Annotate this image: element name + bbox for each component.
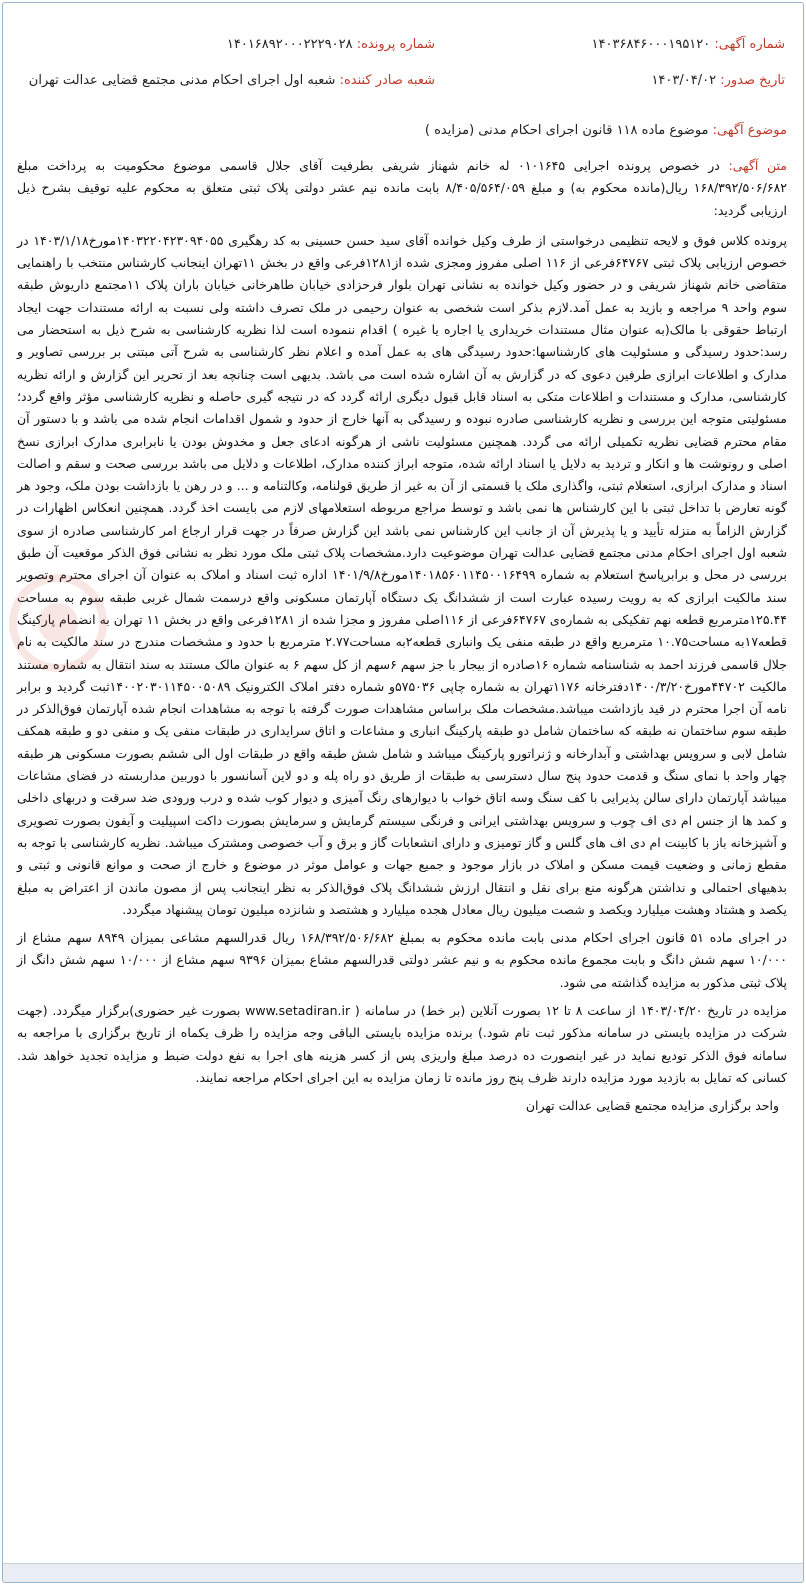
issue-date-label: تاریخ صدور: — [720, 73, 785, 88]
watermark-emblem — [3, 563, 113, 683]
signature: واحد برگزاری مزایده مجتمع قضایی عدالت تهران — [525, 1098, 779, 1114]
text-label: متن آگهی: — [728, 158, 787, 173]
expert-report-paragraph: پرونده کلاس فوق و لایحه تنظیمی درخواستی از طرف وکیل خوانده آقای سید حسن حسینی به کد رهگیری ۱۴۰۳۲۲۰۴۲۳۰۹۴۰۵۵مورخ۱۴۰۳/۱/۱۸ در خصوص ارزیابی پلاک ثبتی ۶۴۷۶۷فرعی از ۱۱۶ اصلی مفروز ومجزی شده از۱۲۸۱فرعی واقع در بخش ۱۱تهران اینجانب کارشناس منتخب با راهنمایی متقاضی خانم شهناز شریفی و در حضور وکیل خوانده به نشانی تهران بلوار فرحزادی خیابان طاهرخانی خیابان باران پلاک ۱۱مجتمع داریوش طبقه سوم واحد ۹ مراجعه و بازید به عمل آمد.لازم بذکر است شخصی به عنوان رحیمی در ملک تصرف داشته ولی نسبت به ارائه مستندات جهت ایجاد ارتباط حقوقی با مالک(به عنوان مثال مستندات خریداری یا اجاره یا غیره ) اقدام ننموده است لذا نظریه کارشناسی به شرح ذیل به استحضار می رسد:حدود رسیدگی و مسئولیت های کارشناسها:حدود رسیدگی های به عمل آمده و اعلام نظر کارشناسی به شرح آتی مبتنی بر بررسی تصاویر و مدارک و اطلاعات ابرازی طرفین دعوی که در گزارش به آن اشاره شده است می باشد. بدیهی است چنانچه بعد از تحریر این گزارش و ارائه نظریه کارشناسی، مدارک و مستندات و اطلاعات متکی به اسناد قابل قبول دیگری ارائه گردد که در نتیجه گیری حاصله و نظریه کارشناسی مؤثر واقع گردد؛ مسئولیتی متوجه این بررسی و نظریه کارشناسی صادره نبوده و رسیدگی به آنها خارج از حدود و شمول اقدامات انجام شده می باشد و با دستور آن مقام محترم قضایی نظریه تکمیلی ارائه می گردد. همچنین مسئولیت ناشی از هرگونه ادعای جعل و مخدوش بودن یا نابرابری مدارک ابرازی نسخ اصلی و رونوشت ها و انکار و تردید به دلایل یا اسناد ارائه شده، متوجه ابراز کننده مدارک، اطلاعات و دلایل می باشد بررسی صحت و سقم و اصالت اسناد و مدارک ابرازی، استعلام ثبتی، واگذاری ملک یا قسمتی از آن به غیر از طریق قولنامه، وکالتنامه و ... و در رهن یا بازداشت بودن ملک، وجود هر گونه تعارض با تداخل ثبتی با این کارشناس ها نمی باشد و توسط مراجع مربوطه استعلامهای لازم می بایست اخذ گردد. همچنین انعکاس اظهارات در گزارش الزاماً به منزله تأیید و یا پذیرش آن از جانب این کارشناس نمی باشد این گزارش صرفاً در جهت قرار ارجاع امر کارشناسی صادره از سوی شعبه اول اجرای احکام مدنی مجتمع قضایی عدالت تهران موضوعیت دارد.مشخصات پلاک ثبتی ملک مورد نظر به نشانی فوق الذکر موقعیت آن طبق بررسی در محل و برابرپاسخ استعلام به شماره ۱۴۰۱۸۵۶۰۱۱۴۵۰۰۱۶۴۹۹مورخ۱۴۰۱/۹/۸ اداره ثبت اسناد و املاک به عنوان آن اجرای محترم وتصویر سند مالکیت ابرازی که به رویت رسیده عبارت است از ششدانگ یک دستگاه آپارتمان مسکونی واقع درسمت شمال غربی طبقه سوم به مساحت ۱۲۵.۴۴مترمربع قطعه نهم تفکیکی به شماره‌ی ۶۴۷۶۷فرعی از ۱۱۶اصلی مفروز و مجزا شده از ۱۲۸۱فرعی واقع در بخش ۱۱ تهران به انضمام پارکینگ قطعه۱۷به مساحت۱۰.۷۵ مترمربع واقع در طبقه منفی یک وانباری قطعه۲به مساحت۲.۷۷ مترمربع با حدود و مشخصات مندرج در سند مالکیت به نام جلال قاسمی فرزند احمد به شناسنامه شماره ۱۶صادره از بیجار با جز سهم ۶سهم از کل سهم ۶ به عنوان مالک مستند به سند انتقال به شماره مستند مالکیت ۴۴۷۰۲مورخ۱۴۰۰/۳/۲۰دفترخانه ۱۱۷۶تهران به شماره چاپی ۵۷۵۰۳۶و شماره دفتر املاک الکترونیک ۱۴۰۰۲۰۳۰۱۱۴۵۰۰۵۰۸۹ثبت گردید و برابر نامه آن اجرا محترم در قید بازداشت میباشد.مشخصات ملک براساس مشاهدات صورت گرفته با توجه به مشاهدات انجام شده آپارتمان فوق‌الذکر در طبقه سوم ساختمان نه طبقه که ساختمان شامل دو طبقه پارکینگ انباری و مشاعات و اتاق سرایداری در طبقات منفی یک و منفی دو و طبقه همکف شامل لابی و سرویس بهداشتی و آبدارخانه و ژنراتورو پارکینگ میباشد و شامل شش طبقه واقع در طبقات اول الی ششم بصورت مسکونی هر طبقه چهار واحد با نمای سنگ و قدمت حدود پنج سال دسترسی به طبقات از طریق دو راه پله و دو لاین آسانسور با دوربین مداربسته در فضای مشاعات میباشد آپارتمان دارای سالن پذیرایی با کف سنگ وسه اتاق خواب با دیوارهای رنگ آمیزی و دیوار کوب شده و درب ورودی ضد سرقت و دربهای داخلی و کمد ها از جنس ام دی اف چوب و سرویس بهداشتی ایرانی و فرنگی سیستم گرمایش و سرمایش بصورت داکت اسپیلیت و آیفون بصورت تصویری و آشپزخانه باز با کابینت ام دی اف های گلس و گاز توميزی و دارای انشعابات گاز و برق و آب خصوصی ومشترک میباشد. نظریه کارشناسی با توجه به مقطع زمانی و وضعیت قیمت مسکن و املاک در بازار موجود و جمیع جهات و عوامل موثر در موضوع و خارج از صحت و موانع قانونی و ثبتی و بدهیهای احتمالی و نداشتن هرگونه منع برای نقل و انتقال ارزش ششدانگ پلاک فوق‌الذکر به نظر اینجانب پس از مصون ماندن از اعتراض به مبلغ یکصد و هشتاد وهشت میلیارد ویکصد و شصت میلیون ریال معادل هجده میلیارد و هشتصد و شانزده میلیون تومان پیشنهاد میگردد. — [17, 232, 788, 917]
notice-number-row — [592, 37, 785, 52]
notice-number-label: شماره آگهی: — [714, 37, 785, 52]
intro-paragraph — [17, 155, 787, 222]
intro-text: در خصوص پرونده اجرایی ۰۱۰۱۶۴۵ له خانم شهناز شریفی بطرفیت آقای جلال قاسمی موضوع محکومیت به پرداخت مبلغ ۱۶۸/۳۹۲/۵۰۶/۶۸۲ ریال(مانده محکوم به) و مبلغ ۸/۴۰۵/۵۶۴/۰۵۹ بابت مانده نیم عشر دولتی پلاک ثبتی متعلق به محکوم علیه توقیف بشرح ذیل ارزیابی گردید: — [17, 158, 787, 218]
subject-label: موضوع آگهی: — [712, 123, 787, 138]
notice-frame — [2, 2, 804, 1583]
subject-value: موضوع ماده ۱۱۸ قانون اجرای احکام مدنی (مزایده ) — [424, 123, 709, 138]
notice-number: ۱۴۰۳۶۸۴۶۰۰۰۱۹۵۱۲۰ — [591, 37, 711, 52]
issuer-row — [29, 73, 435, 88]
file-number: ۱۴۰۱۶۸۹۲۰۰۰۲۲۲۹۰۲۸ — [226, 37, 353, 52]
issue-date-row — [651, 73, 785, 88]
auction-details-paragraph: مزایده در تاریخ ۱۴۰۳/۰۴/۲۰ از ساعت ۸ تا ۱۲ بصورت آنلاین (بر خط) در سامانه ( www.setadiran.ir بصورت غیر حضوری)برگزار میگردد. (جهت شرکت در مزایده بایستی در سامانه مذکور ثبت نام شود.) برنده مزایده بایستی الباقی وجه مزایده را ظرف یکماه از تاریخ برگزاری با مراجعه به سامانه فوق الذکر تودیع نماید در غیر اینصورت ده درصد مبلغ واریزی پس از کسر هزینه های اجرا به نفع دولت ضبط و مزایده تجدید خواهد شد. کسانی که تمایل به بازدید مورد مزایده دارند ظرف پنج روز مانده تا زمان مزایده به این اجرای احکام مراجعه نمایند. — [17, 1002, 787, 1085]
notice-body — [17, 155, 787, 1117]
issuer-label: شعبه صادر کننده: — [339, 73, 435, 88]
article-51-paragraph: در اجرای ماده ۵۱ قانون اجرای احکام مدنی بابت مانده محکوم به بمبلغ ۱۶۸/۳۹۲/۵۰۶/۶۸۲ ریال قدرالسهم مشاعی بمیزان ۸۹۴۹ سهم مشاع از ۱۰/۰۰۰ سهم شش دانگ و بابت مجموع مانده محکوم به و نیم عشر دولتی قدرالسهم مشاع بمیزان ۹۳۹۶ سهم مشاع از ۱۰/۰۰۰ سهم شش دانگ از پلاک ثبتی مذکور به مزایده گذاشته می شود. — [17, 930, 787, 990]
file-number-row — [227, 37, 435, 52]
file-number-label: شماره پرونده: — [356, 37, 435, 52]
issue-date: ۱۴۰۳/۰۴/۰۲ — [651, 73, 717, 88]
subject-row — [425, 123, 787, 138]
issuer: شعبه اول اجرای احکام مدنی مجتمع قضایی عدالت تهران — [28, 73, 336, 88]
horizontal-scrollbar[interactable] — [3, 1563, 803, 1582]
